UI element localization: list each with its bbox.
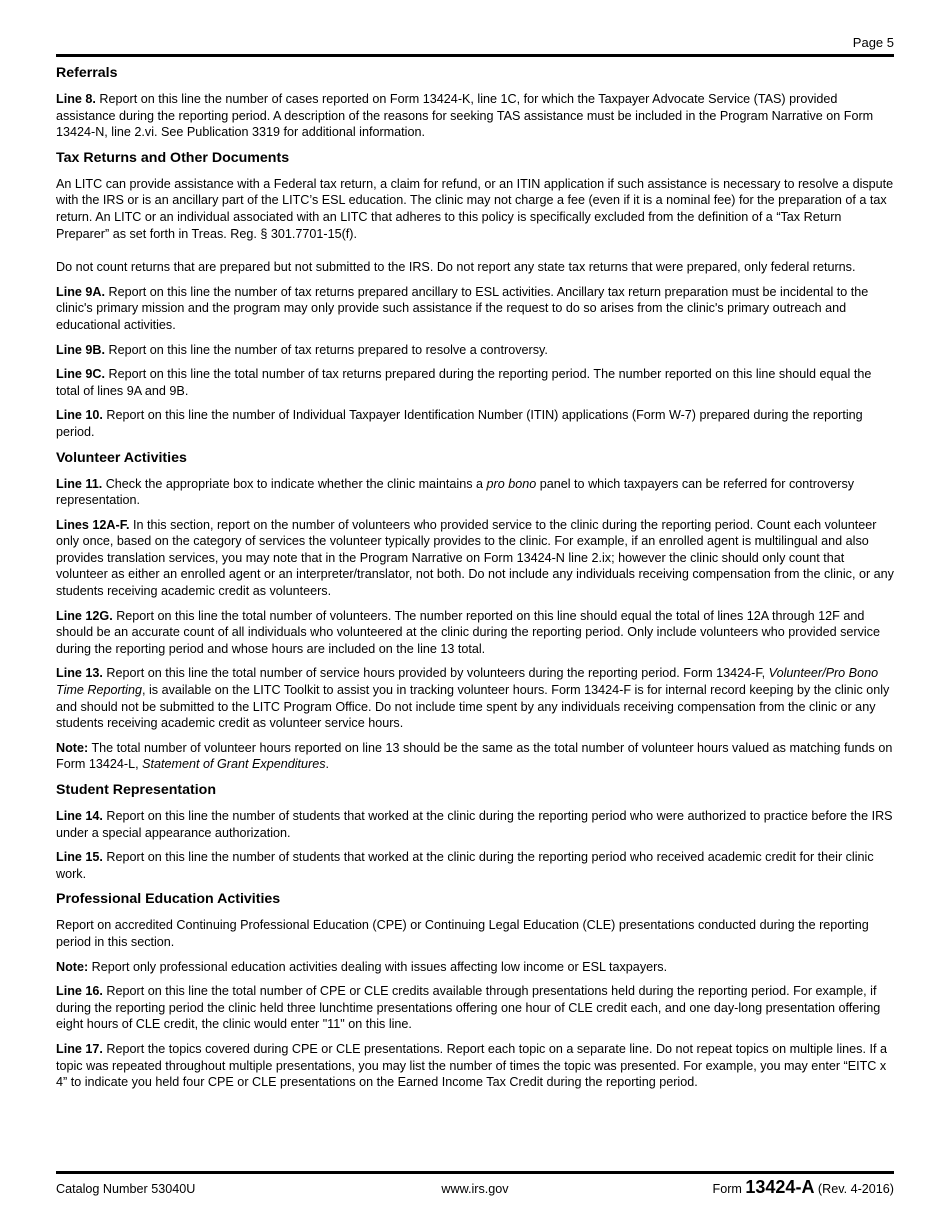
professional-note-label: Note: bbox=[56, 959, 89, 974]
line-14-text: Report on this line the number of students that worked at the clinic during the reporting period who were authorized to practice before the IRS under a special appearance authorization. bbox=[56, 809, 893, 840]
line-17-paragraph bbox=[56, 1041, 896, 1091]
line-9c-text: Report on this line the total number of tax returns prepared during the reporting period. The number reported on this line should equal the total of lines 9A and 9B. bbox=[56, 367, 872, 398]
line-12af-paragraph bbox=[56, 517, 896, 600]
line-17-text: Report the topics covered during CPE or CLE presentations. Report each topic on a separate line. Do not repeat topics on multiple lines. If a topic was repeated throughout multiple presentations, you may list the number of times the topic was presented. For example, you may enter “EITC x 4” to indicate you held four CPE or CLE presentations on the Earned Income Tax Credit during the reporting period. bbox=[56, 1041, 887, 1090]
line-11-paragraph bbox=[56, 476, 896, 509]
volunteer-note-text-a: The total number of volunteer hours reported on line 13 should be the same as the total number of volunteer hours valued as matching funds on Form 13424-L, bbox=[56, 740, 893, 772]
line-9a-text: Report on this line the number of tax returns prepared ancillary to ESL activities. Ancillary tax return preparation must be incidental to the clinic's primary mission and the program may only provide such assistance if the request to do so arises from the clinic's primary outreach and educational activities. bbox=[56, 284, 869, 332]
line-13-text-a: Report on this line the total number of service hours provided by volunteers during the reporting period. Form 13424-F, bbox=[102, 666, 769, 681]
header-divider bbox=[56, 54, 894, 57]
form-number: 13424-A bbox=[745, 1177, 815, 1197]
line-12g-text: Report on this line the total number of volunteers. The number reported on this line should equal the total of lines 12A through 12F and should be an accurate count of all individuals who volunteered at the clinic during the reporting period. Only include volunteers who provided service during the reporting period and whose hours are included on the line 13 total. bbox=[56, 608, 880, 656]
line-8-paragraph bbox=[56, 91, 896, 141]
line-13-text-b: , is available on the LITC Toolkit to assist you in tracking volunteer hours. Form 13424-F is for internal record keeping by the clinic only and should not be submitted to the LITC Program Office. Do not include time spent by any individuals receiving compensation from the clinic or any students receiving academic credit as volunteer service hours. bbox=[56, 683, 890, 731]
line-12g-paragraph bbox=[56, 608, 896, 658]
form-prefix: Form bbox=[712, 1182, 746, 1196]
line-13-paragraph bbox=[56, 665, 896, 731]
line-15-paragraph bbox=[56, 849, 896, 882]
line-11-label: Line 11. bbox=[56, 476, 103, 491]
line-9b-paragraph bbox=[56, 342, 896, 359]
section-professional bbox=[56, 890, 896, 1090]
line-16-text: Report on this line the total number of CPE or CLE credits available through presentations held during the reporting period. For example, if during the reporting period the clinic held three lunchtime presentations offering one hour of CLE credit each, and one day-long presentation offering eight hours of CLE credit, the clinic would enter "11" on this line. bbox=[56, 984, 881, 1032]
volunteer-note-italic: Statement of Grant Expenditures bbox=[142, 757, 326, 772]
volunteer-note-paragraph bbox=[56, 740, 896, 773]
page-number: Page 5 bbox=[852, 35, 894, 50]
form-identifier bbox=[713, 1178, 895, 1198]
professional-note-text: Report only professional education activities dealing with issues affecting low income or ESL taxpayers. bbox=[88, 959, 668, 974]
line-13-label: Line 13. bbox=[56, 666, 103, 681]
line-9b-text: Report on this line the number of tax returns prepared to resolve a controversy. bbox=[105, 342, 548, 357]
section-tax-returns bbox=[56, 149, 896, 441]
line-11-italic: pro bono bbox=[486, 476, 537, 491]
line-10-label: Line 10. bbox=[56, 408, 103, 423]
line-9c-label: Line 9C. bbox=[56, 367, 105, 382]
line-11-text-a: Check the appropriate box to indicate whether the clinic maintains a bbox=[102, 476, 487, 491]
section-volunteer bbox=[56, 449, 896, 774]
professional-intro: Report on accredited Continuing Professional Education (CPE) or Continuing Legal Education (CLE) presentations conducted during the reporting period in this section. bbox=[56, 918, 869, 949]
line-8-label: Line 8. bbox=[56, 92, 96, 106]
line-12af-label: Lines 12A-F. bbox=[56, 517, 130, 532]
document-body bbox=[56, 64, 896, 1099]
heading-professional: Professional Education Activities bbox=[56, 891, 281, 908]
line-9b-label: Line 9B. bbox=[56, 342, 105, 357]
heading-volunteer: Volunteer Activities bbox=[56, 449, 187, 466]
form-revision: (Rev. 4-2016) bbox=[814, 1182, 894, 1196]
heading-student: Student Representation bbox=[56, 782, 217, 798]
line-10-paragraph bbox=[56, 407, 896, 440]
professional-note-paragraph bbox=[56, 959, 896, 976]
tax-returns-not-count: Do not count returns that are prepared but not submitted to the IRS. Do not report any state tax returns that were prepared, only federal returns. bbox=[56, 260, 856, 275]
line-17-label: Line 17. bbox=[56, 1041, 103, 1056]
line-15-text: Report on this line the number of students that worked at the clinic during the reporting period who received academic credit for their clinic work. bbox=[56, 850, 874, 881]
volunteer-note-label: Note: bbox=[56, 740, 89, 755]
line-12af-text: In this section, report on the number of volunteers who provided service to the clinic during the reporting period. Count each volunteer only once, based on the category of services the volunteer typically provides to the clinic. For example, if an enrolled agent is multilingual and also provides translation services, you may note that in the Program Narrative on Form 13424-N line 2.ix; however the clinic should only count that volunteer as either an enrolled agent or an interpreter/translator, not both. Do not include any individuals receiving compensation from the clinic, or any students receiving academic credit as volunteers. bbox=[56, 517, 894, 599]
tax-returns-intro: An LITC can provide assistance with a Federal tax return, a claim for refund, or an ITIN application if such assistance is necessary to resolve a dispute with the IRS or is an ancillary part of the LITC’s ESL education. The clinic may not charge a fee (even if it is a nominal fee) for the preparation of a tax return. An LITC or an individual associated with an LITC that adheres to this policy is specifically excluded from the definition of a “Tax Return Preparer” as set forth in Treas. Reg. § 301.7701-15(f). bbox=[56, 176, 894, 241]
line-8-text: Report on this line the number of cases reported on Form 13424-K, line 1C, for which the Taxpayer Advocate Service (TAS) provided assistance during the reporting period. A description of the reasons for seeking TAS assistance must be included in the Program Narrative on Form 13424-N, line 2.vi. See Publication 3319 for additional information. bbox=[56, 92, 874, 140]
volunteer-note-text-b: . bbox=[325, 757, 330, 772]
line-10-text: Report on this line the number of Individual Taxpayer Identification Number (ITIN) applications (Form W-7) prepared during the reporting period. bbox=[56, 408, 863, 439]
line-16-paragraph bbox=[56, 983, 896, 1033]
line-15-label: Line 15. bbox=[56, 850, 103, 865]
heading-tax-returns: Tax Returns and Other Documents bbox=[56, 149, 290, 166]
line-12g-label: Line 12G. bbox=[56, 608, 113, 623]
line-9a-paragraph bbox=[56, 284, 896, 334]
line-14-label: Line 14. bbox=[56, 809, 103, 823]
line-16-label: Line 16. bbox=[56, 984, 103, 999]
section-referrals bbox=[56, 64, 896, 141]
line-11-text-b: panel to which taxpayers can be referred for controversy representation. bbox=[56, 476, 855, 508]
section-student bbox=[56, 781, 896, 882]
heading-referrals: Referrals bbox=[56, 65, 118, 81]
catalog-number: Catalog Number 53040U bbox=[56, 1182, 196, 1196]
line-13-italic: Volunteer/Pro Bono Time Reporting bbox=[56, 666, 879, 698]
website-link[interactable]: www.irs.gov bbox=[441, 1182, 509, 1196]
line-14-paragraph bbox=[56, 808, 896, 841]
footer-divider bbox=[56, 1171, 894, 1174]
line-9c-paragraph bbox=[56, 366, 896, 399]
line-9a-label: Line 9A. bbox=[56, 284, 105, 299]
